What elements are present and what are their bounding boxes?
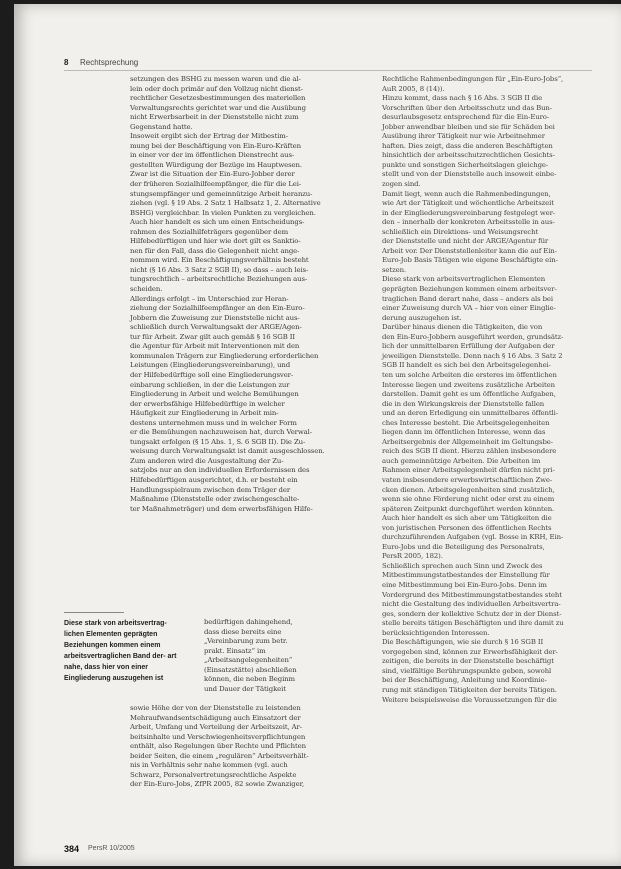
left-column-bottom-text: sowie Höhe der von der Dienststelle zu leistenden Mehraufwandsentschädigung auch Einsatzort der Arbeit, Umfang und Verteilung der Arbeitszeit, Ar- beitsinhalte und Verschwiegenheitsverpflichtungen enthält, also Regelungen über Rechte und Pflichten beider Seiten, die einem „regulären“ Arbeitsverhält- nis in Verhältnis sehr nahe kommen (vgl. auch Schwarz, Personalvertretungsrechtliche Aspekte der Ein-Euro-Jobs, ZfPR 2005, 82 sowie Zwanziger, — [130, 704, 309, 789]
pull-quote: Diese stark von arbeitsvertrag- lichen Elementen geprägten Beziehungen kommen einem arbeitsvertraglichen Band der- art nahe, dass hier von einer Eingliederung auszugehen ist — [64, 620, 177, 682]
left-column-text: setzungen des BSHG zu messen waren und die al- lein oder doch primär auf den Vollzug nicht dienst- rechtlicher Gesetzesbestimmungen des materiellen Verwaltungsrechts gerichtet war und die Ausübung nicht Erwerbsarbeit in der Dienststelle nicht zum Gegenstand hatte. Insoweit ergibt sich der Ertrag der Mitbestim- mung bei der Beschäftigung von Ein-Euro-Kräften in einer vor der im öffentlichen Dienstrecht aus- gestellten Würdigung der Bezüge im Hauptwesen. Zwar ist die Situation der Ein-Euro-Jobber derer der früheren Sozialhilfeempfänger, die für die Lei- stungsempfänger und gemeinnützige Arbeit heranzu- ziehen (vgl. § 19 Abs. 2 Satz 1 Halbsatz 1, 2. Alternative BSHG) vergleichbar. In vielen Punkten zu vergleichen. Auch hier handelt es sich um einen Entscheidungs- rahmen des Sozialhilfeträgers gegenüber dem Hilfebedürftigen und hier wie dort gilt es Sanktio- nen für den Fall, dass die Gelegenheit nicht ange- nommen wird. Ein Beschäftigungsverhältnis besteht nicht (§ 16 Abs. 3 Satz 2 SGB II), so dass – auch leis- tungsrechtlich – arbeitsrechtliche Beziehungen aus- scheiden. Allerdings erfolgt – im Unterschied zur Heran- ziehung der Sozialhilfeempfänger an den Ein-Euro- Jobbern die Zuweisung zur Dienststelle nicht aus- schließlich durch Verwaltungsakt der ARGE/Agen- tur für Arbeit. Zwar gilt auch gemäß § 16 SGB II die Agentur für Arbeit mit Interventionen mit den kommunalen Trägern zur Eingliederung erforderlichen Leistungen (Eingliederungsvereinbarung), und der Hilfebedürftige soll eine Eingliederungsver- einbarung schließen, in der die Leistungen zur Eingliederung in Arbeit und welche Bemühungen der erwerbsfähige Hilfebedürftige in welcher Häufigkeit zur Eingliederung in Arbeit min- destens unternehmen muss und in welcher Form er die Bemühungen nachzuweisen hat, durch Verwal- tungsakt erfolgen (§ 15 Abs. 1, S. 6 SGB II). Die Zu- weisung durch Verwaltungsakt ist damit ausgeschlossen. Zum anderen wird die Ausgestaltung der Zu- satzjobs nur an den individuellen Erfordernissen des Hilfebedürftigen ausgerichtet, d.h. er besteht ein Handlungsspielraum zwischen dem Träger der Maßnahme (Dienststelle oder zwischengeschalte- ter Maßnahmeträger) und dem erwerbsfähigen Hilfe- — [130, 75, 325, 513]
footer-page-number: 384 — [64, 844, 80, 854]
header-section-title: Rechtsprechung — [80, 58, 139, 67]
header-page-number: 8 — [64, 58, 69, 67]
callout-rule — [64, 612, 124, 613]
header-rule — [64, 70, 592, 71]
document-page — [14, 4, 621, 866]
left-column-indented-text: bedürftigen dahingehend, dass diese bereits eine „Vereinbarung zum betr. prakt. Einsatz“ im „Arbeitsangelegenheiten“ (Einsatzstätte) abschließen können, die neben Beginm und Dauer der Tätigkeit — [204, 618, 297, 693]
footer-issue: PersR 10/2005 — [88, 845, 135, 852]
right-column-text: Rechtliche Rahmenbedingungen für „Ein-Euro-Jobs“, AuR 2005, 8 (14)). Hinzu kommt, dass nach § 16 Abs. 3 SGB II die Vorschriften über den Arbeitsschutz und das Bun- desurlaubsgesetz entsprechend für die Ein-Euro- Jobber anwendbar bleiben und sie für Schäden bei Ausübung ihrer Tätigkeit nur wie Arbeitnehmer haften. Dies zeigt, dass die anderen Beschäftigten hinsichtlich der arbeitsschutzrechtlichen Gesichts- punkte und sonstigen Sicherheitslagen gleichge- stellt und von der Dienststelle auch insoweit einbe- zogen sind. Damit liegt, wenn auch die Rahmenbedingungen, wie Art der Tätigkeit und wöchentliche Arbeitszeit in der Eingliederungsvereinbarung festgelegt wer- den – innerhalb der konkreten Arbeitsstelle in aus- schließlich ein Direktions- und Weisungsrecht der Dienststelle und nicht der ARGE/Agentur für Arbeit vor. Der Dienststellenleiter kann die auf Ein- Euro-Job Basis Tätigen wie eigene Beschäftigte ein- setzen. Diese stark von arbeitsvertraglichen Elementen geprägten Beziehungen kommen einem arbeitsver- traglichen Band derart nahe, dass – anders als bei einer Zuweisung durch VA – hier von einer Einglie- derung auszugehen ist. Darüber hinaus dienen die Tätigkeiten, die von den Ein-Euro-Jobbern ausgeführt werden, grundsätz- lich der unmittelbaren Erfüllung der Aufgaben der jeweiligen Dienststelle. Denn nach § 16 Abs. 3 Satz 2 SGB II handelt es sich bei den Arbeitsgelegenhei- ten um solche Arbeiten die ersteres im öffentlichen Interesse liegen und zweitens zusätzliche Arbeiten darstellen. Damit geht es um öffentliche Aufgaben, die in den Wirkungskreis der Dienststelle fallen und an deren Erledigung ein unmittelbares öffentli- ches Interesse besteht. Die Arbeitsgelegenheiten liegen dann im öffentlichen Interesse, wenn das Arbeitsergebnis der Allgemeinheit im Geltungsbe- reich des SGB II dient. Hierzu zählen insbesondere auch gemeinnützige Arbeiten. Die Arbeiten im Rahmen einer Arbeitsgelegenheit dürfen nicht pri- vaten insbesondere erwerbswirtschaftlichen Zwe- cken dienen. Arbeitsgelegenheiten sind zusätzlich, wenn sie ohne Förderung nicht oder erst zu einem späteren Zeitpunkt durchgeführt werden könnten. Auch hier handelt es sich aber um Tätigkeiten die von juristischen Personen des öffentlichen Rechts durchzuführenden Aufgaben (vgl. Bosse in KRH, Ein- Euro-Jobs und die Beteiligung des Personalrats, PersR 2005, 182). Schließlich sprechen auch Sinn und Zweck des Mitbestimmungstatbestandes der Einstellung für eine Mitbestimmung bei Ein-Euro-Jobs. Denn im Vordergrund des Mitbestimmungstatbestandes steht nicht die Gestaltung des individuellen Arbeitsvertra- ges, sondern der kollektive Schutz der in der Dienst- stelle bereits tätigen Beschäftigten und ihre damit zu berücksichtigenden Interessen. Die Beschäftigungen, wie sie durch § 16 SGB II vorgegeben sind, können zur Erwerbsfähigkeit der- zeitigen, die bereits in der Dienststelle beschäftigt sind, vielfältige Berührungspunkte geben, sowohl bei der Beschäftigung, Anleitung und Koordinie- rung mit ständigen Tätigkeiten der bereits Tätigen. Weitere beispielsweise die Voraussetzungen für die — [382, 75, 564, 704]
